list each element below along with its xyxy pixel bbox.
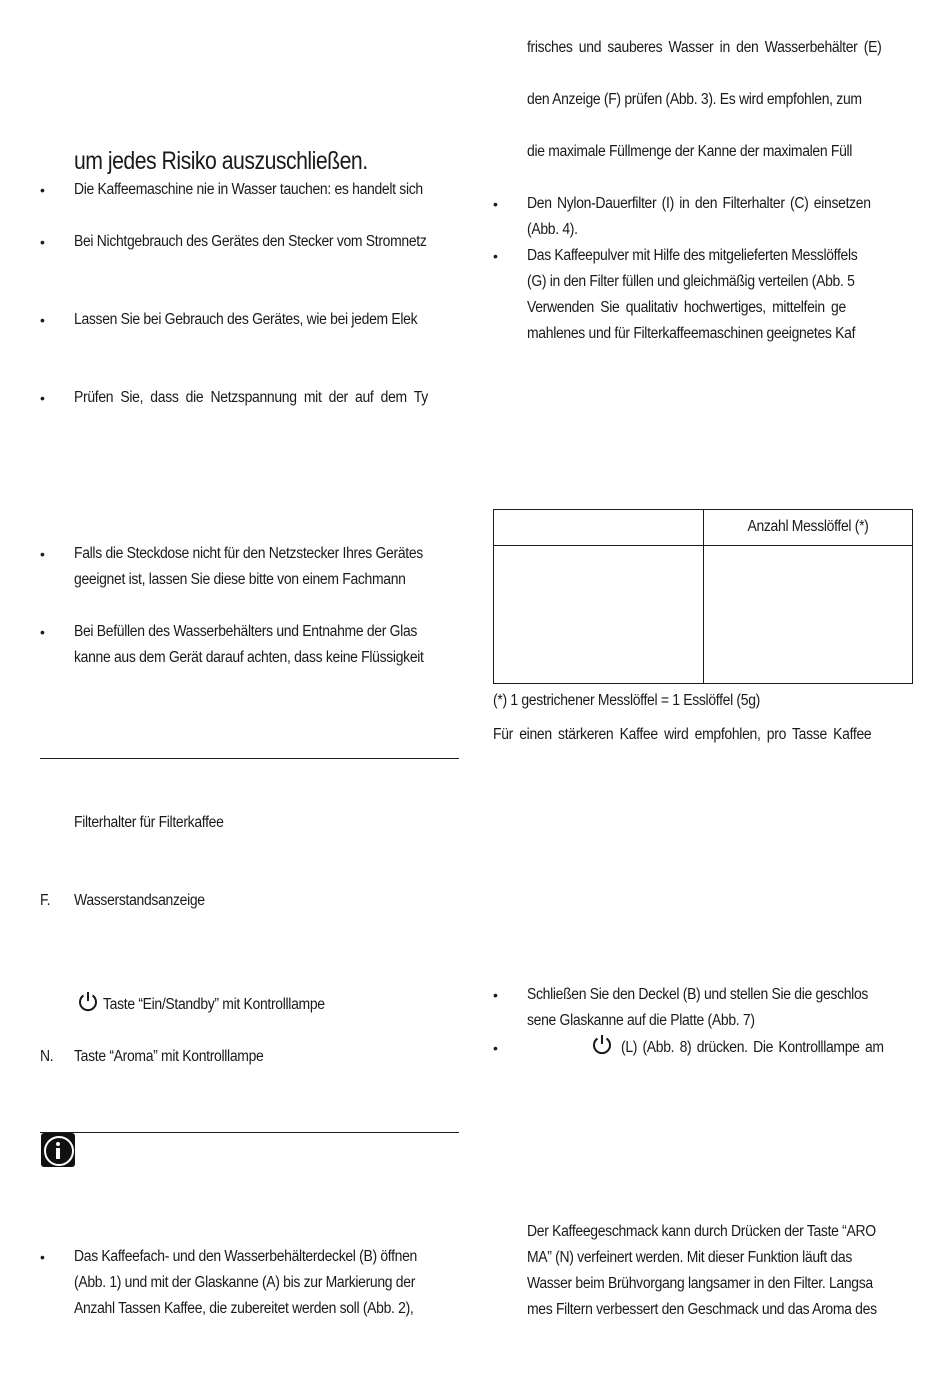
dosage-table [493,509,913,684]
close-lid-line-1: Schließen Sie den Deckel (B) und stellen Sie die geschlos [527,986,869,1003]
table-cell-spoons [704,546,913,684]
section-divider [40,758,459,759]
part-filterholder: Filterhalter für Filterkaffee [74,814,224,831]
powder-line-2: (G) in den Filter füllen und gleichmäßig verteilen (Abb. 5 [527,273,855,290]
bullet-icon: • [40,546,45,562]
water-line-2: den Anzeige (F) prüfen (Abb. 3). Es wird empfohlen, zum [527,91,862,108]
close-lid-line-2: sene Glaskanne auf die Platte (Abb. 7) [527,1012,755,1029]
water-line-1: frisches und sauberes Wasser in den Wasserbehälter (E) [527,39,882,56]
bullet-icon: • [493,196,498,212]
part-n-letter: N. [40,1048,54,1065]
water-line-3: die maximale Füllmenge der Kanne der maximalen Füll [527,143,853,160]
section-divider [40,1132,459,1133]
part-n-label: Taste “Aroma” mit Kontrolllampe [74,1048,264,1065]
bullet-icon: • [40,390,45,406]
bullet-icon: • [493,987,498,1003]
stronger-coffee-text: Für einen stärkeren Kaffee wird empfohlen, pro Tasse Kaffee [493,726,872,743]
bullet-icon: • [40,624,45,640]
info-icon [41,1133,75,1167]
instruction-line-3: Anzahl Tassen Kaffee, die zubereitet werden soll (Abb. 2), [74,1300,414,1317]
safety-text-3: Lassen Sie bei Gebrauch des Gerätes, wie bei jedem Elek [74,311,418,328]
bullet-icon: • [493,1040,498,1056]
table-header-spoons: Anzahl Messlöffel (*) [704,510,913,546]
safety-text-5b: geeignet ist, lassen Sie diese bitte von einem Fachmann [74,571,406,588]
powder-line-1: Das Kaffeepulver mit Hilfe des mitgelieferten Messlöffels [527,247,858,264]
press-power-text: (L) (Abb. 8) drücken. Die Kontrolllampe am [621,1039,884,1056]
section-heading: um jedes Risiko auszuschließen. [74,147,368,175]
filter-line-2: (Abb. 4). [527,221,578,238]
power-icon [591,1033,613,1055]
power-icon [77,990,99,1012]
instruction-line-1: Das Kaffeefach- und den Wasserbehälterdeckel (B) öffnen [74,1248,418,1265]
safety-text-6b: kanne aus dem Gerät darauf achten, dass keine Flüssigkeit [74,649,424,666]
bullet-icon: • [40,182,45,198]
part-power-label: Taste “Ein/Standby” mit Kontrolllampe [103,996,325,1013]
safety-text-6a: Bei Befüllen des Wasserbehälters und Entnahme der Glas [74,623,418,640]
bullet-icon: • [40,312,45,328]
safety-text-1: Die Kaffeemaschine nie in Wasser tauchen: es handelt sich [74,181,423,198]
aroma-line-4: mes Filtern verbessert den Geschmack und das Aroma des [527,1301,877,1318]
aroma-line-3: Wasser beim Brühvorgang langsamer in den Filter. Langsa [527,1275,873,1292]
safety-text-2: Bei Nichtgebrauch des Gerätes den Stecker vom Stromnetz [74,233,427,250]
powder-line-3: Verwenden Sie qualitativ hochwertiges, mittelfein ge [527,299,846,316]
safety-text-5a: Falls die Steckdose nicht für den Netzstecker Ihres Gerätes [74,545,423,562]
part-f-label: Wasserstandsanzeige [74,892,205,909]
aroma-line-1: Der Kaffeegeschmack kann durch Drücken der Taste “ARO [527,1223,876,1240]
table-footnote: (*) 1 gestrichener Messlöffel = 1 Esslöffel (5g) [493,692,760,709]
powder-line-4: mahlenes und für Filterkaffeemaschinen geeignetes Kaf [527,325,856,342]
table-header-cups [494,510,704,546]
filter-line-1: Den Nylon-Dauerfilter (I) in den Filterhalter (C) einsetzen [527,195,871,212]
safety-text-4: Prüfen Sie, dass die Netzspannung mit der auf dem Ty [74,389,428,406]
instruction-line-2: (Abb. 1) und mit der Glaskanne (A) bis zur Markierung der [74,1274,416,1291]
aroma-line-2: MA” (N) verfeinert werden. Mit dieser Funktion läuft das [527,1249,853,1266]
bullet-icon: • [40,234,45,250]
part-f-letter: F. [40,892,51,909]
bullet-icon: • [493,248,498,264]
table-cell-cups [494,546,704,684]
bullet-icon: • [40,1249,45,1265]
